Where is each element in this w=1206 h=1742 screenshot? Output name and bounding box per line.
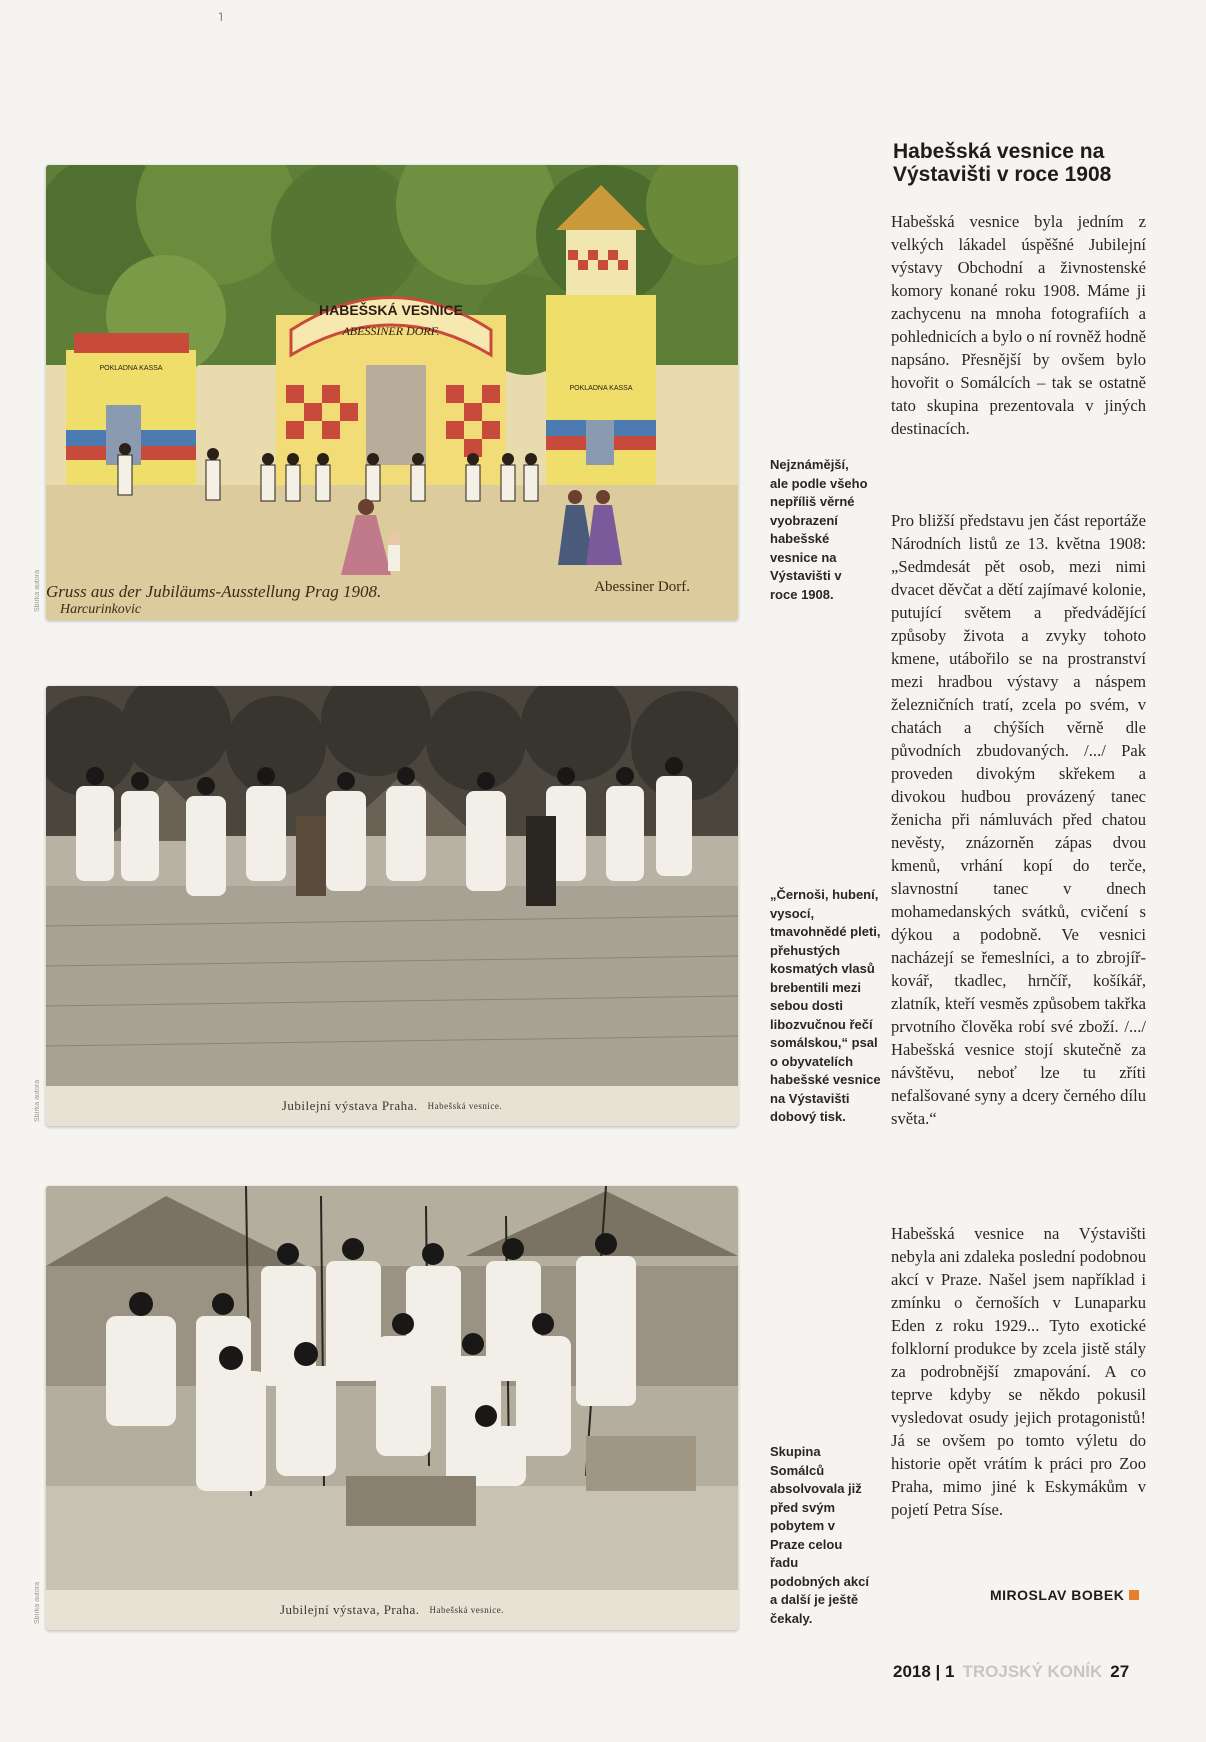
postcard-greeting-line: Gruss aus der Jubiläums-Ausstellung Prag 1908. [46,582,382,601]
author-name: MIROSLAV BOBEK [990,1587,1125,1603]
article-author [990,1587,1139,1603]
author-end-mark [1129,1590,1139,1600]
article-paragraph-1: Habešská vesnice byla jedním z velkých lákadel úspěšné Jubilejní výstavy Obchodní a živnostenské komory konané roku 1908. Máme ji zachycenu na mnoha fotografiích a pohlednicích a bylo o ní rovněž hodně napsáno. Přesnější by ovšem bylo hovořit o Somálcích – tak se ostatně tato skupina prezentovala v jiných destinacích. [891,212,1146,438]
kiosk-left-sign: POKLADNA KASSA [99,365,163,372]
gate-sign-bottom: ABESSINER DORF. [342,324,440,338]
corner-mark: ˥ [218,10,223,24]
postcard-photo-group [46,1186,738,1590]
postcard-dance-photo [46,686,738,1126]
footer-page-number: 27 [1110,1662,1130,1681]
article-title: Habešská vesnice na Výstavišti v roce 1908 [893,140,1112,186]
postcard-caption-2 [46,1086,738,1126]
postcard-caption-2-small: Habešská vesnice. [427,1101,503,1111]
postcard-place-label: Abessiner Dorf. [594,579,690,595]
postcard-caption-3-small: Habešská vesnice. [429,1605,505,1615]
photo-credit-3: Sbírka autora [34,1582,41,1625]
footer-magazine: TROJSKÝ KONÍK [962,1662,1103,1681]
gate-sign-top: HABEŠSKÁ VESNICE [319,302,463,318]
postcard-caption-3-main: Jubilejní výstava, Praha. [279,1602,420,1617]
article-paragraph-2: Pro bližší představu jen část reportáže Národních listů ze 13. května 1908: „Sedmdesát pět osob, mezi nimi dvacet děvčat a dětí zajímavé kolonie, putující světem a předvádějící způsoby života a zvyky tohoto kmene, utábořilo se na prostranství mezi hradbou výstavy a náspem železničních tratí, zcela po svém, v chatách a chýších věrně dle původních zbudovaných. /.../ Pak proveden divokým skřekem a divokou hudbou provázený tanec ženicha při námluvách před chatou nevěsty, znázorněn zápas dvou kmenů, vrhání kopí do terče, slavnostní tanec v dnech mohamedanských svátků, cvičení s dýkou a podobně. Ve vesnici nacházejí se řemeslníci, a to zbrojíř-kovář, tkadlec, hrnčíř, košíkář, zlatník, kteří vesměs způsobem takřka prvotního člověka robí své zboží. /.../ Habešská vesnice stojí skutečně za návštěvu, neboť lze tu zříti nefalšované syny a dcery černého dílu světa.“ [891,511,1146,1128]
caption-illustration: Nejznámější, ale podle všeho nepříliš věrné vyobrazení habešské vesnice na Výstavišti v roce 1908. [770,457,868,602]
postcard-abyssinian-village-illustration [46,165,738,620]
artist-signature: Harcurinkovic [60,602,142,617]
postcard-group-photo [46,1186,738,1630]
page-footer [893,1662,1129,1682]
postcard-caption-3 [46,1590,738,1630]
photo-credit-2: Sbírka autora [34,1080,41,1123]
postcard-photo-dance [46,686,738,1086]
caption-group-photo: Skupina Somálců absolvovala již před svým pobytem v Praze celou řadu podobných akcí a další je ještě čekaly. [770,1444,869,1626]
kiosk-right-sign: POKLADNA KASSA [569,385,633,392]
photo-credit-1: Sbírka autora [34,570,41,613]
postcard-illustration [46,165,738,620]
caption-dance-photo: „Černoši, hubení, vysocí, tmavohnědé pleti, přehustých kosmatých vlasů brebentili mezi sebou dosti libozvučnou řečí somálskou,“ psal o obyvatelích habešské vesnice na Výstavišti dobový tisk. [770,887,881,1124]
footer-issue: 2018 | 1 [893,1662,955,1681]
article-paragraph-3: Habešská vesnice na Výstavišti nebyla ani zdaleka poslední podobnou akcí v Praze. Našel jsem například i zmínku o černoších v Lunaparku Eden z roku 1929... Tyto exotické folklorní produkce by zcela jistě stály za podrobnější zmapování. A co teprve kdyby se někdo pokusil vysledovat osudy jejich protagonistů! Já se ovšem po tomto výletu do historie opět vrátím k práci pro Zoo Praha, mimo jiné k Eskymákům v pojetí Petra Síse. [891,1224,1146,1519]
postcard-caption-2-main: Jubilejní výstava Praha. [281,1098,418,1113]
